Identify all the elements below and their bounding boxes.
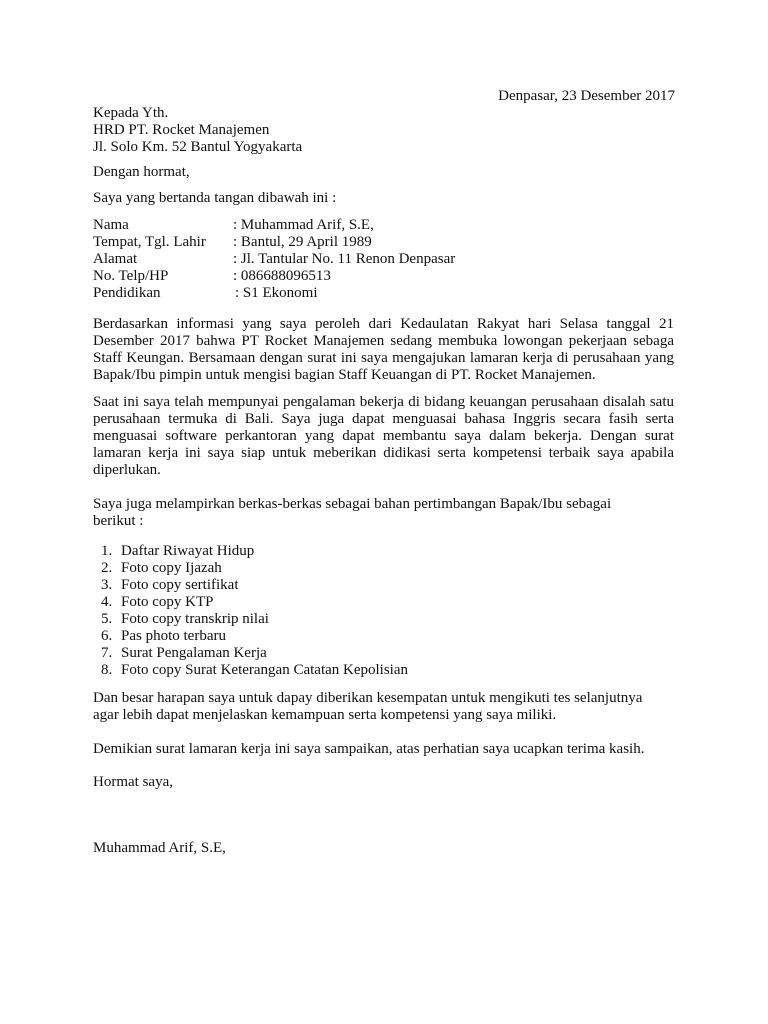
list-item bbox=[93, 645, 674, 662]
attachment-list bbox=[93, 543, 674, 679]
paragraph-1 bbox=[93, 316, 674, 384]
list-text: Foto copy Ijazah bbox=[121, 560, 222, 576]
list-number: 2. bbox=[101, 560, 113, 576]
list-text: Pas photo terbaru bbox=[121, 628, 226, 644]
identity-label: Nama bbox=[93, 217, 129, 233]
identity-label: No. Telp/HP bbox=[93, 268, 169, 284]
identity-row bbox=[93, 234, 674, 251]
letter-date: Denpasar, 23 Desember 2017 bbox=[498, 88, 675, 104]
identity-table bbox=[93, 217, 674, 302]
identity-value: : Jl. Tantular No. 11 Renon Denpasar bbox=[233, 251, 456, 267]
list-number: 5. bbox=[101, 611, 113, 627]
paragraph-line: lamaran kerja ini saya siap untuk meberikan didikasi serta kompetensi terbaik saya apabila bbox=[93, 445, 674, 461]
list-number: 8. bbox=[101, 662, 113, 678]
list-number: 4. bbox=[101, 594, 113, 610]
paragraph-2 bbox=[93, 394, 674, 479]
identity-row bbox=[93, 251, 674, 268]
list-text: Foto copy KTP bbox=[121, 594, 214, 610]
identity-label: Pendidikan bbox=[93, 285, 161, 301]
list-text: Foto copy Surat Keterangan Catatan Kepolisian bbox=[121, 662, 409, 678]
list-number: 6. bbox=[101, 628, 113, 644]
greeting: Dengan hormat, bbox=[93, 164, 190, 180]
list-text: Foto copy sertifikat bbox=[121, 577, 239, 593]
list-item bbox=[93, 628, 674, 645]
identity-row bbox=[93, 285, 674, 302]
list-item bbox=[93, 560, 674, 577]
paragraph-line: diperlukan. bbox=[93, 462, 161, 478]
list-item bbox=[93, 662, 674, 679]
paragraph-line: Dan besar harapan saya untuk dapay diberikan kesempatan untuk mengikuti tes selanjutnya bbox=[93, 690, 643, 706]
paragraph-line: perusahaan termuka di Bali. Saya juga dapat menguasai bahasa Inggris secara fasih serta bbox=[93, 411, 674, 427]
list-text: Surat Pengalaman Kerja bbox=[121, 645, 267, 661]
paragraph-line: berikut : bbox=[93, 513, 144, 529]
identity-value: : Muhammad Arif, S.E, bbox=[233, 217, 374, 233]
paragraph-line: agar lebih dapat menjelaskan kemampuan serta kompetensi yang saya miliki. bbox=[93, 707, 557, 723]
paragraph-line: Staff Keungan. Bersamaan dengan surat ini saya mengajukan lamaran kerja di perusahaan yang bbox=[93, 350, 674, 366]
identity-value: : Bantul, 29 April 1989 bbox=[233, 234, 372, 250]
identity-value: : S1 Ekonomi bbox=[235, 285, 318, 301]
list-number: 3. bbox=[101, 577, 113, 593]
closing-sentence: Demikian surat lamaran kerja ini saya sampaikan, atas perhatian saya ucapkan terima kasih. bbox=[93, 741, 645, 757]
identity-value: : 086688096513 bbox=[233, 268, 331, 284]
paragraph-line: Saat ini saya telah mempunyai pengalaman bekerja di bidang keuangan perusahaan disalah satu bbox=[93, 394, 674, 410]
paragraph-line: menguasai software perkantoran yang dapat membantu saya dalam bekerja. Dengan surat bbox=[93, 428, 674, 444]
list-number: 1. bbox=[101, 543, 113, 559]
paragraph-4 bbox=[93, 690, 674, 724]
paragraph-3 bbox=[93, 496, 674, 530]
recipient-line: HRD PT. Rocket Manajemen bbox=[93, 122, 270, 138]
signature-name: Muhammad Arif, S.E, bbox=[93, 840, 226, 856]
list-item bbox=[93, 611, 674, 628]
closing-salutation: Hormat saya, bbox=[93, 774, 173, 790]
recipient-line: Jl. Solo Km. 52 Bantul Yogyakarta bbox=[93, 139, 303, 155]
paragraph-line: Bapak/Ibu pimpin untuk mengisi bagian Staff Keuangan di PT. Rocket Manajemen. bbox=[93, 367, 596, 383]
identity-row bbox=[93, 268, 674, 285]
list-item bbox=[93, 594, 674, 611]
recipient-line: Kepada Yth. bbox=[93, 105, 169, 121]
identity-label: Tempat, Tgl. Lahir bbox=[93, 234, 206, 250]
identity-label: Alamat bbox=[93, 251, 138, 267]
recipient-block bbox=[93, 105, 674, 156]
list-item bbox=[93, 543, 674, 560]
list-text: Daftar Riwayat Hidup bbox=[121, 543, 255, 559]
paragraph-line: Desember 2017 bahwa PT Rocket Manajemen sedang membuka lowongan pekerjaan sebaga bbox=[93, 333, 674, 349]
list-item bbox=[93, 577, 674, 594]
list-text: Foto copy transkrip nilai bbox=[121, 611, 269, 627]
paragraph-line: Saya juga melampirkan berkas-berkas sebagai bahan pertimbangan Bapak/Ibu sebagai bbox=[93, 496, 612, 512]
intro-text: Saya yang bertanda tangan dibawah ini : bbox=[93, 190, 337, 206]
identity-row bbox=[93, 217, 674, 234]
list-number: 7. bbox=[101, 645, 113, 661]
paragraph-line: Berdasarkan informasi yang saya peroleh dari Kedaulatan Rakyat hari Selasa tanggal 21 bbox=[93, 316, 674, 332]
